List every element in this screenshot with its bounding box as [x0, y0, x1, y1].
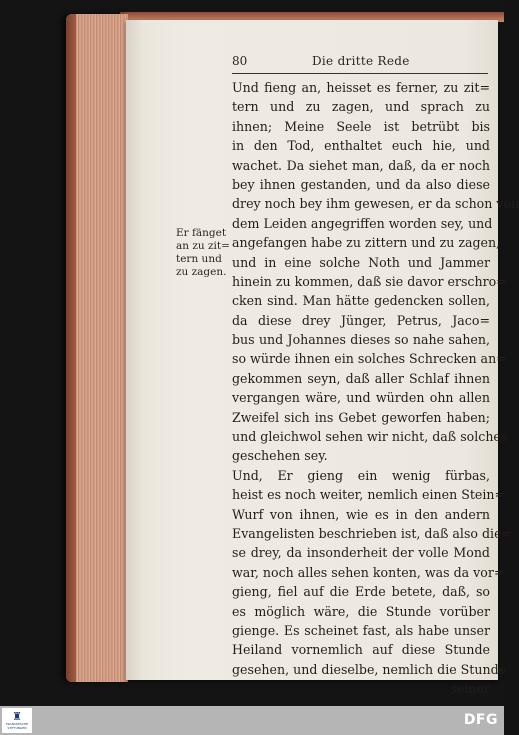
marginal-note	[176, 227, 234, 279]
institution-logo[interactable]	[2, 708, 32, 733]
page-number: 80	[232, 54, 248, 68]
tower-icon: ♜	[12, 710, 22, 723]
text-line: wachet. Da siehet man, daß, da er noch	[232, 157, 490, 173]
text-line: Zweifel sich ins Gebet geworfen haben;	[232, 409, 490, 425]
text-line: gesehen, und dieselbe, nemlich die Stunde	[232, 661, 507, 677]
text-line: hinein zu kommen, daß sie davor erschro=	[232, 273, 507, 289]
text-line: tern und zu zagen, und sprach zu	[232, 99, 490, 115]
text-line: war, noch alles sehen konten, was da vor=	[232, 564, 505, 580]
text-line: es möglich wäre, die Stunde vorüber	[232, 603, 490, 619]
text-line: cken sind. Man hätte gedencken sollen,	[232, 293, 490, 309]
text-line: bey ihnen gestanden, und da also diese	[232, 176, 490, 192]
dfg-logo[interactable]: DFG	[463, 712, 498, 728]
marginal-note-line: an zu zit=	[176, 240, 230, 252]
running-title: Die dritte Rede	[312, 54, 410, 68]
text-line: in den Tod, enthaltet euch hie, und	[232, 138, 490, 154]
text-line: da diese drey Jünger, Petrus, Jaco=	[232, 312, 490, 328]
text-line: dem Leiden angegriffen worden sey, und	[232, 215, 493, 231]
text-line: angefangen habe zu zittern und zu zagen,	[232, 235, 501, 251]
text-line: gienge. Es scheinet fast, als habe unser	[232, 622, 490, 638]
marginal-note-line: Er fänget	[176, 227, 227, 239]
catchword: seiner	[450, 681, 490, 697]
text-line: Heiland vornemlich auf diese Stunde	[232, 642, 490, 658]
logo-text-line: FRANCKESCHE	[5, 722, 29, 726]
text-line: Und fieng an, heisset es ferner, zu zit=	[232, 80, 490, 95]
text-line: drey noch bey ihm gewesen, er da schon von	[232, 196, 519, 212]
text-line: Evangelisten beschrieben ist, daß also die=	[232, 525, 513, 541]
text-line: und gleichwol sehen wir nicht, daß solches	[232, 429, 508, 445]
text-line: gekommen seyn, daß aller Schlaf ihnen	[232, 370, 490, 386]
text-line: Wurf von ihnen, wie es in den andern	[232, 506, 490, 522]
text-line: Und, Er gieng ein wenig fürbas,	[232, 467, 490, 483]
text-line: vergangen wäre, und würden ohn allen	[232, 390, 490, 406]
text-line: ihnen; Meine Seele ist betrübt bis	[232, 118, 490, 134]
text-line: so würde ihnen ein solches Schrecken an=	[232, 351, 507, 367]
body-text	[232, 78, 519, 699]
marginal-note-line: zu zagen.	[176, 266, 227, 278]
text-line: gieng, fiel auf die Erde betete, daß, so	[232, 584, 490, 600]
text-line: und in eine solche Noth und Jammer	[232, 254, 490, 270]
logo-text-line: STIFTUNGEN	[7, 726, 27, 730]
book-page-edges	[66, 14, 128, 682]
page-header	[232, 52, 494, 74]
marginal-note-line: tern und	[176, 253, 222, 265]
text-line: heist es noch weiter, nemlich einen Stein=	[232, 487, 506, 503]
text-line: geschehen sey.	[232, 448, 328, 464]
header-rule	[232, 73, 488, 74]
viewer-footer	[0, 706, 504, 735]
text-line: se drey, da insonderheit der volle Mond	[232, 545, 490, 561]
text-line: bus und Johannes dieses so nahe sahen,	[232, 332, 490, 348]
